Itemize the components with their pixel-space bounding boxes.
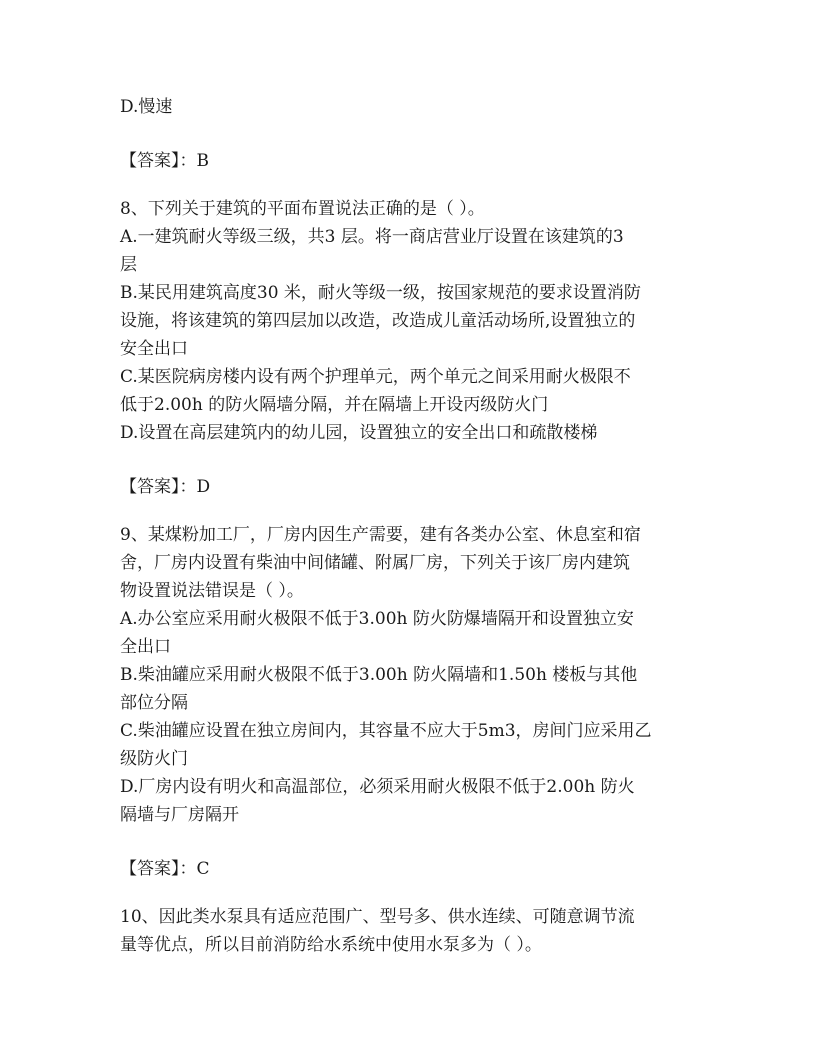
option-a-cont: 层: [120, 255, 137, 275]
answer-label: 【答案】：C: [120, 859, 210, 879]
option-c: C.某医院病房楼内设有两个护理单元，两个单元之间采用耐火极限不: [120, 367, 631, 387]
answer-label: 【答案】：B: [120, 151, 209, 171]
option-c: C.柴油罐应设置在独立房间内，其容量不应大于5m3，房间门应采用乙: [120, 721, 652, 741]
question-text-cont: 物设置说法错误是（ ）。: [120, 581, 304, 601]
option-d: D.设置在高层建筑内的幼儿园，设置独立的安全出口和疏散楼梯: [120, 423, 598, 443]
answer-label: 【答案】：D: [120, 477, 211, 497]
option-c-cont: 级防火门: [120, 749, 188, 769]
question-text-cont: 舍，厂房内设置有柴油中间储罐、附属厂房，下列关于该厂房内建筑: [120, 553, 630, 573]
option-c-cont: 低于2.00h 的防火隔墙分隔，并在隔墙上开设丙级防火门: [120, 395, 549, 415]
document-content: [120, 93, 700, 959]
question-text: 8、下列关于建筑的平面布置说法正确的是（ ）。: [120, 199, 485, 219]
option-a-cont: 全出口: [120, 637, 171, 657]
option-d-cont: 隔墙与厂房隔开: [120, 805, 239, 825]
option-b: B.某民用建筑高度30 米，耐火等级一级，按国家规范的要求设置消防: [120, 283, 641, 303]
option-a: A.一建筑耐火等级三级，共3 层。将一商店营业厅设置在该建筑的3: [120, 227, 624, 247]
question-text: 10、因此类水泵具有适应范围广、型号多、供水连续、可随意调节流: [120, 907, 635, 927]
question-block-10: [120, 903, 700, 959]
option-b-cont: 部位分隔: [120, 693, 188, 713]
question-text-cont: 量等优点，所以目前消防给水系统中使用水泵多为（ ）。: [120, 935, 542, 955]
option-d: D.厂房内设有明火和高温部位，必须采用耐火极限不低于2.00h 防火: [120, 777, 635, 797]
option-b-cont: 设施，将该建筑的第四层加以改造，改造成儿童活动场所,设置独立的: [120, 311, 636, 331]
question-block-9: [120, 521, 700, 903]
option-b-cont: 安全出口: [120, 339, 188, 359]
option-d: D.慢速: [120, 97, 173, 117]
option-a: A.办公室应采用耐火极限不低于3.00h 防火防爆墙隔开和设置独立安: [120, 609, 634, 629]
question-block-8: [120, 195, 700, 521]
question-text: 9、某煤粉加工厂，厂房内因生产需要，建有各类办公室、休息室和宿: [120, 525, 641, 545]
option-b: B.柴油罐应采用耐火极限不低于3.00h 防火隔墙和1.50h 楼板与其他: [120, 665, 638, 685]
question-block-7-tail: [120, 93, 700, 195]
